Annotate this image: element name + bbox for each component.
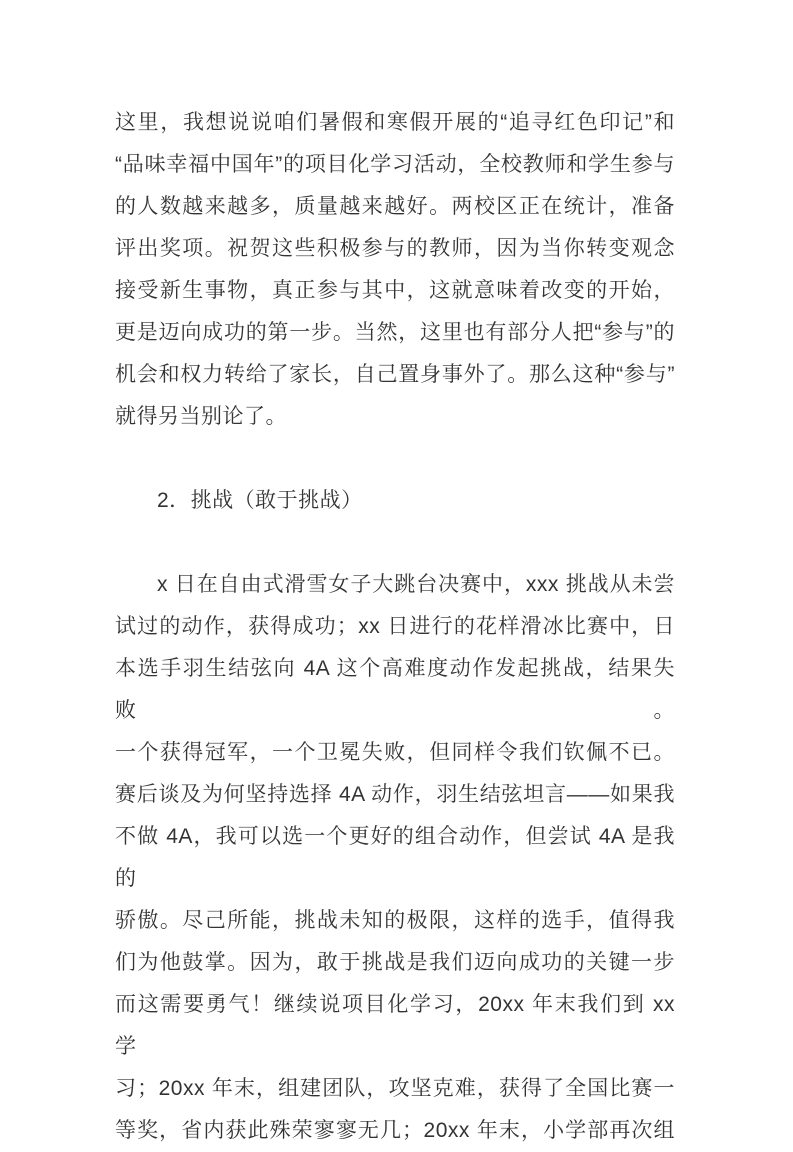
document-text-block (115, 102, 675, 1152)
text-line: 习；20xx 年末，组建团队，攻坚克难，获得了全国比赛一 (115, 1077, 675, 1100)
text-line: 等奖，省内获此殊荣寥寥无几；20xx 年末，小学部再次组 (115, 1119, 675, 1142)
text-line: 一个获得冠军，一个卫冕失败，但同样令我们钦佩不已。 (115, 741, 675, 764)
text-line: 的人数越来越多，质量越来越好。两校区正在统计，准备 (115, 195, 675, 218)
text-line: 们为他鼓掌。因为，敢于挑战是我们迈向成功的关键一步 (115, 951, 675, 974)
text-line: 不做 4A，我可以选一个更好的组合动作，但尝试 4A 是我的 (115, 825, 675, 890)
paragraph-spacer (115, 522, 675, 564)
text-line: 评出奖项。祝贺这些积极参与的教师，因为当你转变观念 (115, 237, 675, 260)
text-line: x 日在自由式滑雪女子大跳台决赛中，xxx 挑战从未尝 (157, 573, 675, 596)
text-line: 接受新生事物，真正参与其中，这就意味着改变的开始， (115, 279, 675, 302)
text-line: 本选手羽生结弦向 4A 这个高难度动作发起挑战，结果失败。 (115, 657, 675, 722)
text-line: “品味幸福中国年”的项目化学习活动，全校教师和学生参与 (115, 153, 675, 176)
text-line: 而这需要勇气！继续说项目化学习，20xx 年末我们到 xx 学 (115, 993, 675, 1058)
section-heading: 2．挑战（敢于挑战） (157, 489, 363, 512)
text-line: 机会和权力转给了家长，自己置身事外了。那么这种“参与” (115, 363, 675, 386)
paragraph (115, 564, 675, 1152)
text-line: 这里，我想说说咱们暑假和寒假开展的“追寻红色印记”和 (115, 111, 675, 134)
paragraph-spacer (115, 438, 675, 480)
text-line: 就得另当别论了。 (115, 405, 287, 428)
text-line: 赛后谈及为何坚持选择 4A 动作，羽生结弦坦言——如果我 (115, 783, 675, 806)
text-line: 更是迈向成功的第一步。当然，这里也有部分人把“参与”的 (115, 321, 675, 344)
text-line: 试过的动作，获得成功；xx 日进行的花样滑冰比赛中，日 (115, 615, 675, 638)
text-line: 骄傲。尽己所能，挑战未知的极限，这样的选手，值得我 (115, 909, 675, 932)
paragraph (115, 102, 675, 438)
